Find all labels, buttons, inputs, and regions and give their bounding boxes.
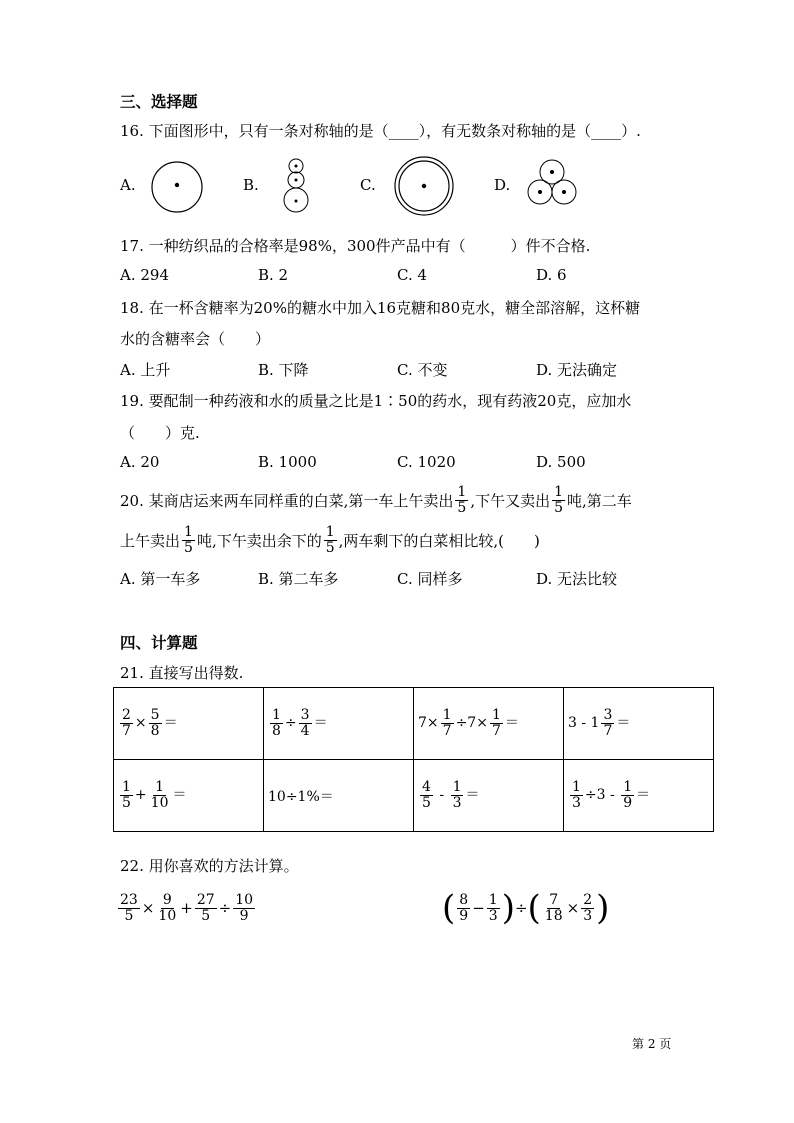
question-18-text-line2: 水的含糖率会（ ） — [120, 330, 271, 348]
q16-circle-figure — [150, 160, 204, 214]
q18-option-a: A. 上升 — [120, 361, 171, 379]
q20-option-c: C. 同样多 — [397, 570, 463, 588]
q17-option-c: C. 4 — [397, 266, 428, 284]
q17-option-a: A. 294 — [120, 266, 169, 284]
q20-option-b: B. 第二车多 — [258, 570, 339, 588]
q20-option-a: A. 第一车多 — [120, 570, 201, 588]
q19-option-b: B. 1000 — [258, 453, 317, 471]
calc-cell: $\frac{1}{5}$ + $\frac{1}{10}$ ＝ — [114, 760, 264, 832]
q16-concentric-circles-figure — [393, 155, 455, 217]
table-row — [114, 688, 714, 760]
q20-fraction: $\frac{1}{5}$ — [325, 523, 335, 556]
calc-cell: $\frac{1}{3}$ ÷3 - $\frac{1}{9}$ ＝ — [564, 760, 714, 832]
table-row — [114, 760, 714, 832]
calc-cell: 3 - 1 $\frac{3}{7}$ ＝ — [564, 688, 714, 760]
q18-option-b: B. 下降 — [258, 361, 309, 379]
q20-fraction: $\frac{1}{5}$ — [554, 483, 564, 516]
q16-option-c: C. — [360, 176, 376, 194]
q20-line1-part-b: ,下午又卖出 — [470, 491, 551, 510]
q19-option-a: A. 20 — [120, 453, 160, 471]
calc-cell: 10÷1%＝ — [264, 760, 414, 832]
question-20-line1 — [120, 480, 632, 520]
q20-line1-part-a: 20. 某商店运来两车同样重的白菜,第一车上午卖出 — [120, 491, 454, 510]
question-19-text-line2: （ ）克. — [120, 424, 200, 442]
q20-line2-part-a: 上午卖出 — [120, 531, 181, 550]
q20-line1-part-c: 吨,第二车 — [567, 491, 632, 510]
question-16-text: 16. 下面图形中，只有一条对称轴的是（____），有无数条对称轴的是（____）. — [120, 122, 641, 140]
q22-expression-2: ( $\frac{8}{9}$ − $\frac{1}{3}$ ) ÷ ( $\frac{7}{18}$ × $\frac{2}{3}$ ) — [442, 888, 610, 928]
q17-option-d: D. 6 — [536, 266, 567, 284]
q18-option-d: D. 无法确定 — [536, 361, 618, 379]
q19-option-d: D. 500 — [536, 453, 586, 471]
calc-cell: 7× $\frac{1}{7}$ ÷7× $\frac{1}{7}$ ＝ — [414, 688, 564, 760]
q16-option-d: D. — [494, 176, 511, 194]
page-number: 第 2 页 — [632, 1037, 672, 1051]
calc-cell: $\frac{4}{5}$ - $\frac{1}{3}$ ＝ — [414, 760, 564, 832]
q20-fraction: $\frac{1}{5}$ — [457, 483, 467, 516]
question-20-line2 — [120, 520, 540, 560]
question-21-text: 21. 直接写出得数. — [120, 664, 244, 682]
q17-option-b: B. 2 — [258, 266, 289, 284]
q20-fraction: $\frac{1}{5}$ — [184, 523, 193, 556]
question-17-text: 17. 一种纺织品的合格率是98%，300件产品中有（ ）件不合格. — [120, 237, 591, 255]
q20-line2-part-b: 吨,下午卖出余下的 — [196, 531, 322, 550]
q16-option-b: B. — [243, 176, 259, 194]
q22-expression-1: $\frac{23}{5}$ × $\frac{9}{10}$ + $\frac{27}{5}$ ÷ $\frac{10}{9}$ — [120, 891, 254, 924]
q20-line2-part-c: ,两车剩下的白菜相比较,( ) — [338, 531, 540, 550]
section-title: 四、计算题 — [120, 633, 198, 652]
calculation-table — [113, 687, 714, 832]
calc-cell: $\frac{1}{8}$ ÷ $\frac{3}{4}$ ＝ — [264, 688, 414, 760]
question-22-text: 22. 用你喜欢的方法计算。 — [120, 857, 299, 875]
q16-option-a: A. — [120, 176, 136, 194]
q18-option-c: C. 不变 — [397, 361, 448, 379]
section-title: 三、选择题 — [120, 92, 198, 111]
question-18-text-line1: 18. 在一杯含糖率为20%的糖水中加入16克糖和80克水，糖全部溶解，这杯糖 — [120, 299, 641, 317]
q16-three-circles-figure — [524, 158, 580, 208]
calc-cell: $\frac{2}{7}$ × $\frac{5}{8}$ ＝ — [114, 688, 264, 760]
q19-option-c: C. 1020 — [397, 453, 456, 471]
q16-snowman-figure — [280, 156, 312, 216]
question-19-text-line1: 19. 要配制一种药液和水的质量之比是1∶50的药水，现有药液20克，应加水 — [120, 392, 632, 410]
q20-option-d: D. 无法比较 — [536, 570, 618, 588]
